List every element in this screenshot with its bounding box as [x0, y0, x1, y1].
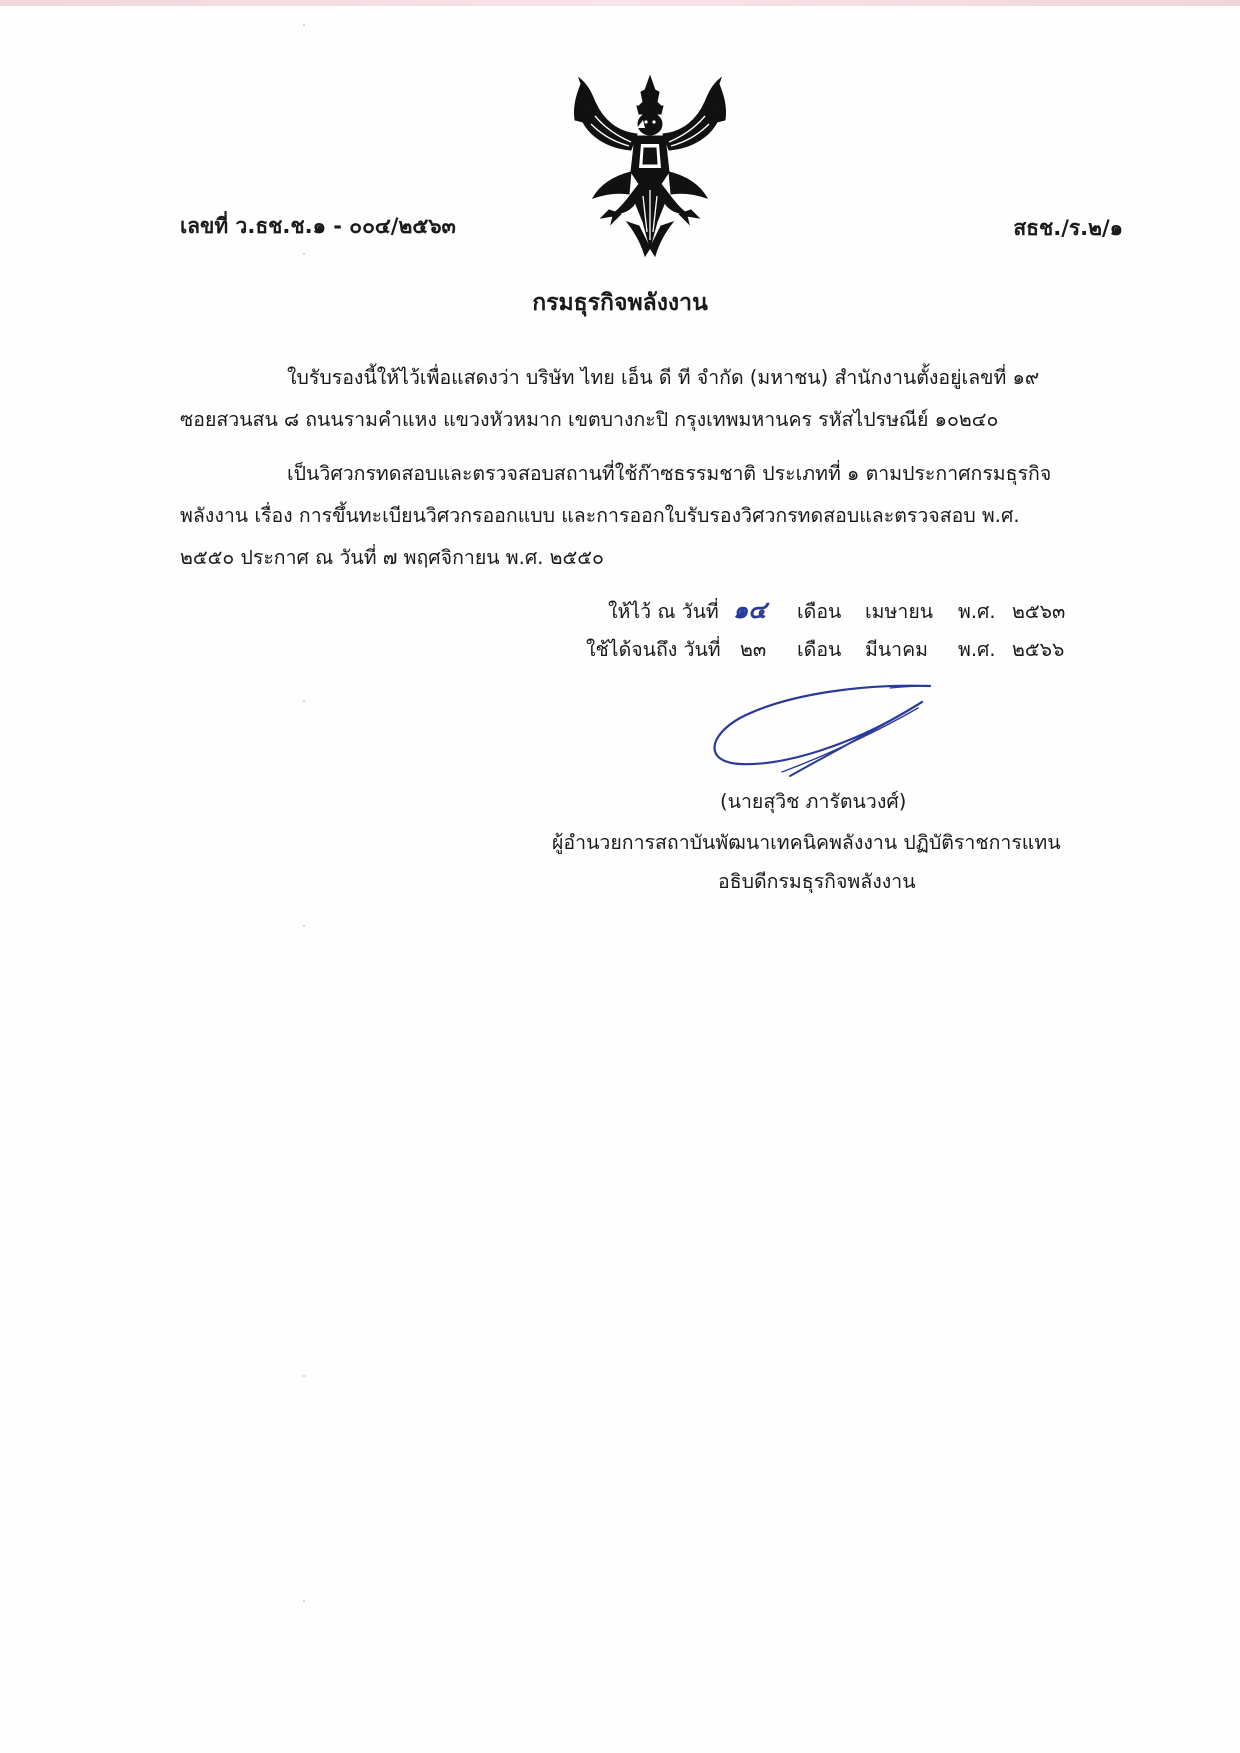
document-code: สธช./ร.๒/๑: [1013, 216, 1123, 240]
document-number: เลขที่ ว.ธช.ช.๑ - ๐๐๔/๒๕๖๓: [180, 214, 456, 238]
paragraph-1-line-1: ใบรับรองนี้ให้ไว้เพื่อแสดงว่า บริษัท ไทย เอ็น ดี ที จำกัด (มหาชน) สำนักงานตั้งอยู่เลขที่ ๑๙: [287, 366, 1040, 389]
issued-date-label: ให้ไว้ ณ วันที่: [608, 600, 719, 623]
valid-until-label: ใช้ได้จนถึง วันที่: [586, 638, 721, 661]
scan-dot: [303, 700, 305, 702]
issued-day: ๑๔: [733, 595, 767, 624]
garuda-emblem-icon: [565, 72, 735, 262]
valid-until-day: ๒๓: [740, 638, 767, 661]
signatory-on-behalf: อธิบดีกรมธุรกิจพลังงาน: [718, 870, 916, 893]
agency-title: กรมธุรกิจพลังงาน: [532, 290, 708, 316]
scan-dot: [303, 1600, 305, 1602]
valid-until-year-label: พ.ศ.: [958, 638, 996, 661]
signatory-position: ผู้อำนวยการสถาบันพัฒนาเทคนิคพลังงาน ปฏิบัติราชการแทน: [552, 831, 1061, 854]
valid-until-month-label: เดือน: [797, 638, 842, 661]
paragraph-2-line-2: พลังงาน เรื่อง การขึ้นทะเบียนวิศวกรออกแบบ และการออกใบรับรองวิศวกรทดสอบและตรวจสอบ พ.ศ.: [180, 504, 1020, 527]
scan-dot: [303, 24, 305, 26]
issued-month-label: เดือน: [797, 600, 842, 623]
valid-until-month: มีนาคม: [865, 638, 929, 661]
paragraph-2-line-3: ๒๕๕๐ ประกาศ ณ วันที่ ๗ พฤศจิกายน พ.ศ. ๒๕๕๐: [180, 546, 604, 569]
valid-until-year: ๒๕๖๖: [1012, 638, 1065, 661]
paragraph-2-line-1: เป็นวิศวกรทดสอบและตรวจสอบสถานที่ใช้ก๊าซธรรมชาติ ประเภทที่ ๑ ตามประกาศกรมธุรกิจ: [287, 462, 1052, 485]
scan-edge-stripe: [0, 0, 1240, 6]
issued-year-label: พ.ศ.: [958, 600, 996, 623]
issued-month: เมษายน: [865, 600, 934, 623]
handwritten-signature-icon: [700, 678, 940, 783]
scan-dot: [303, 925, 305, 927]
issued-year: ๒๕๖๓: [1012, 600, 1066, 623]
paragraph-1-line-2: ซอยสวนสน ๘ ถนนรามคำแหง แขวงหัวหมาก เขตบางกะปิ กรุงเทพมหานคร รหัสไปรษณีย์ ๑๐๒๔๐: [180, 408, 999, 431]
scan-dot: [303, 253, 305, 255]
scan-dot: [303, 1375, 305, 1377]
signatory-name: (นายสุวิช ภารัตนวงศ์): [720, 790, 907, 813]
